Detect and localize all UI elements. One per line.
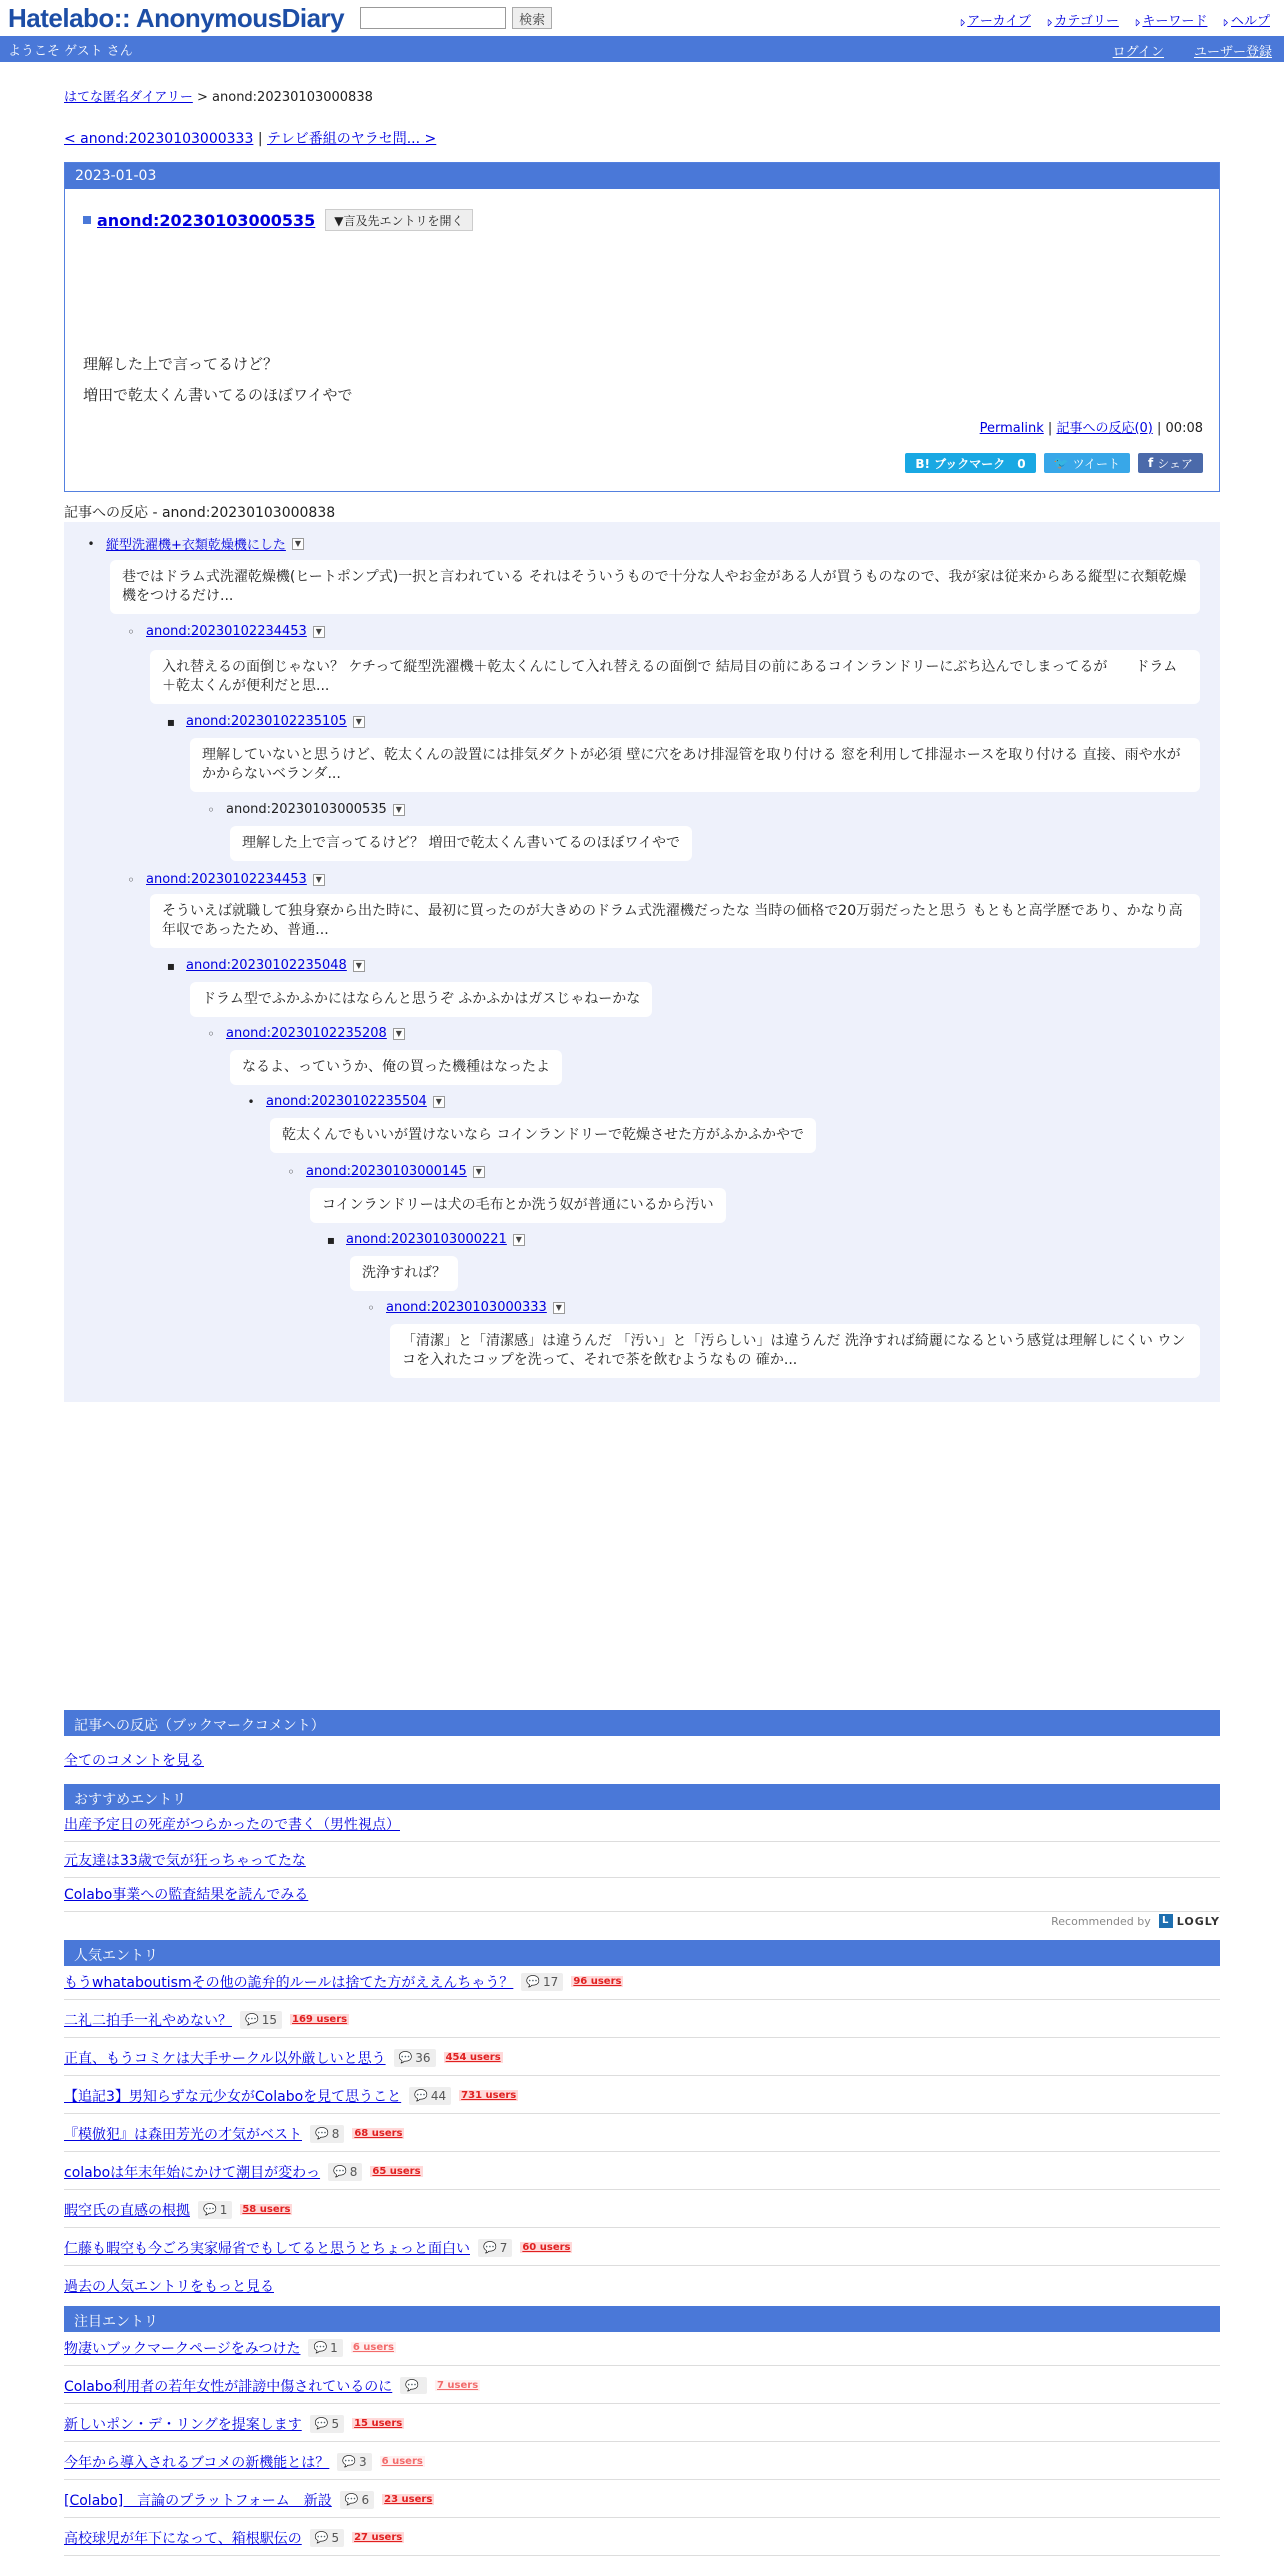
users-count-badge[interactable]: 68 users [354,2128,403,2139]
comment-icon: 💬 [414,2089,428,2102]
entry-time: | 00:08 [1157,421,1203,436]
popular-item-link[interactable]: 二礼二拍手一礼やめない？ [64,2012,232,2029]
hatena-bookmark-button[interactable]: B! ブックマーク 0 [905,453,1035,473]
tree-node-excerpt: 理解していないと思うけど、乾太くんの設置には排気ダクトが必須 壁に穴をあけ排湿管を取り付ける 窓を利用して排湿ホースを取り付ける 直接、雨や水がかからないベランダ... [190,738,1200,792]
breadcrumb-home-link[interactable]: はてな匿名ダイアリー [64,90,193,105]
nav-archive-link[interactable]: ⊿ アーカイブ [958,10,1031,29]
comment-icon: 💬 [483,2241,497,2254]
expand-dropdown-icon[interactable]: ▼ [292,538,304,550]
comment-icon: 💬 [314,2417,329,2430]
recommended-heading: おすすめエントリ [64,1784,1220,1810]
users-count-badge[interactable]: 96 users [573,1976,622,1987]
comment-count-badge[interactable] [478,2239,512,2257]
popular-item-link[interactable]: 暇空氏の直感の根拠 [64,2202,190,2219]
tree-node-link[interactable]: anond:20230102235048 [186,958,347,973]
breadcrumb-separator: > [196,90,208,105]
search-button[interactable]: 検索 [512,7,552,29]
tree-node-link[interactable]: anond:20230102235105 [186,714,347,729]
next-entry-link[interactable]: テレビ番組のヤラセ問... > [267,131,437,147]
tree-node [126,624,325,639]
comment-count-badge[interactable] [310,2415,344,2433]
tree-node [166,958,365,973]
bullet-icon: ▪ [166,714,176,729]
comment-count: 8 [331,2126,340,2141]
comment-count: 6 [361,2492,370,2507]
expand-dropdown-icon[interactable]: ▼ [313,626,325,638]
recommended-by-label: Recommended by [1051,1914,1151,1928]
bullet-icon: ◦ [207,1026,215,1041]
popular-item-link[interactable]: colaboは年末年始にかけて潮目が変わっ [64,2164,321,2181]
breadcrumb-current: anond:20230103000838 [212,90,373,105]
tree-node-excerpt: 巷ではドラム式洗濯乾燥機(ヒートポンプ式)一択と言われている それはそういうもので十分な人やお金がある人が買うものなので、我が家は従来からある縦型に衣類乾燥機をつけるだけ... [110,560,1200,614]
comment-count-badge[interactable] [394,2049,436,2067]
tree-node-link[interactable]: anond:20230103000145 [306,1164,467,1179]
search-input[interactable] [360,7,506,29]
comment-count-badge[interactable] [409,2087,451,2105]
recommended-item-link[interactable]: 元友達は33歳で気が狂っちゃってたな [64,1852,306,1869]
tree-node-excerpt: 理解した上で言ってるけど？ 増田で乾太くん書いてるのほぼワイやで [230,826,692,861]
entry-date: 2023-01-03 [65,163,1219,189]
recommended-item [64,1842,1220,1878]
expand-dropdown-icon[interactable]: ▼ [353,716,365,728]
tweet-label: ツイート [1072,456,1120,471]
comment-count: 36 [415,2050,431,2065]
expand-dropdown-icon[interactable]: ▼ [473,1166,485,1178]
popular-item [64,2116,1220,2152]
facebook-share-label: シェア [1157,456,1193,471]
comment-icon: 💬 [313,2341,328,2354]
comment-count-badge[interactable] [337,2453,371,2471]
tree-node-excerpt: 乾太くんでもいいが置けないなら コインランドリーで乾燥させた方がふかふかやで [270,1118,816,1153]
site-logo[interactable]: Hatelabo:: AnonymousDiary [8,2,345,33]
tree-node [166,714,365,729]
entry-box [64,162,1220,492]
users-count-badge[interactable]: 60 users [522,2242,571,2253]
comment-icon: 💬 [405,2379,419,2392]
comment-icon: 💬 [526,1975,541,1988]
bullet-icon: ◦ [287,1164,295,1179]
recommended-item [64,1876,1220,1912]
comment-count-badge[interactable] [521,1973,563,1991]
open-mention-button[interactable]: ▼言及先エントリを開く [325,209,472,231]
entry-body-line: 増田で乾太くん書いてるのほぼワイやで [83,386,353,404]
entry-title [83,209,473,231]
expand-dropdown-icon[interactable]: ▼ [393,804,405,816]
logly-icon: L [1159,1914,1173,1928]
hot-item [64,2368,1220,2404]
popular-item-link[interactable]: 仁藤も暇空も今ごろ実家帰省でもしてると思うとちょっと面白い [64,2240,470,2257]
users-count-badge[interactable]: 6 users [381,2456,423,2467]
entry-title-link[interactable]: anond:20230103000535 [97,210,316,230]
hot-item-link[interactable]: 今年から導入されるブコメの新機能とは？ [64,2454,330,2471]
expand-dropdown-icon[interactable]: ▼ [553,1302,565,1314]
popular-item [64,2230,1220,2266]
popular-item-link[interactable]: 『模倣犯』は森田芳光の才気がベスト [64,2126,302,2143]
users-count-badge[interactable]: 15 users [354,2418,403,2429]
hot-item [64,2482,1220,2518]
all-comments-link[interactable]: 全てのコメントを見る [64,1753,204,1769]
hot-item-link[interactable]: Colabo利用者の若年女性が誹謗中傷されているのに [64,2378,393,2395]
tree-node-excerpt: 「清潔」と「清潔感」は違うんだ 「汚い」と「汚らしい」は違うんだ 洗浄すれば綺麗になるという感覚は理解しにくい ウンコを入れたコップを洗って、それで茶を飲むようなもの 確か... [390,1324,1200,1378]
tree-node-excerpt: 入れ替えるの面倒じゃない？ ケチって縦型洗濯機＋乾太くんにして入れ替えるの面倒で 結局目の前にあるコインランドリーにぶち込んでしまってるが ドラム＋乾太くんが便利だと思... [150,650,1200,704]
popular-item-link[interactable]: 正直、もうコミケは大手サークル以外厳しいと思う [64,2050,386,2067]
comment-count-badge[interactable] [198,2201,232,2219]
tree-node-link[interactable]: anond:20230102234453 [146,872,307,887]
prev-next-separator: | [257,131,263,147]
prev-next-nav [64,128,436,148]
users-count-badge[interactable]: 7 users [436,2380,479,2391]
reactions-link[interactable]: 記事への反応(0) [1056,421,1153,436]
comment-icon: 💬 [342,2455,357,2468]
nav-help-link[interactable]: ⊿ ヘルプ [1221,10,1270,29]
nav-keyword-link[interactable]: ⊿ キーワード [1133,10,1208,29]
comment-count: 3 [359,2454,367,2469]
users-count-badge[interactable]: 6 users [352,2342,394,2353]
hot-heading: 注目エントリ [64,2306,1220,2332]
tweet-button[interactable] [1044,453,1130,473]
hot-item [64,2330,1220,2366]
recommended-by [64,1914,1220,1928]
users-count-badge[interactable]: 23 users [384,2494,433,2505]
comment-count-badge[interactable] [308,2339,342,2357]
comment-count-badge[interactable] [310,2529,344,2547]
expand-dropdown-icon[interactable]: ▼ [393,1028,405,1040]
bullet-icon: ▪ [166,958,176,973]
twitter-icon: 🐦 [1053,456,1069,470]
expand-dropdown-icon[interactable]: ▼ [313,874,325,886]
expand-dropdown-icon[interactable]: ▼ [513,1234,525,1246]
bullet-icon: • [247,1094,255,1109]
comment-count-badge[interactable] [240,2011,282,2029]
users-count-badge[interactable]: 731 users [461,2090,517,2101]
tree-node-excerpt: 洗浄すれば？ [350,1256,458,1291]
tree-node-link[interactable]: 縦型洗濯機+衣類乾燥機にした [106,538,286,553]
tree-node-excerpt: コインランドリーは犬の毛布とか洗う奴が普通にいるから汚い [310,1188,726,1223]
comment-count: 5 [331,2416,340,2431]
top-nav [958,10,1270,29]
welcome-text: ようこそ ゲスト さん [8,43,133,59]
expand-dropdown-icon[interactable]: ▼ [353,960,365,972]
popular-item [64,1964,1220,2000]
logly-brand: LOGLY [1176,1914,1220,1928]
comment-count: 17 [543,1974,559,1989]
register-link[interactable]: ユーザー登録 [1193,45,1272,60]
bullet-icon: ▪ [326,1232,336,1247]
comment-count-badge[interactable] [310,2125,344,2143]
breadcrumb [64,86,373,105]
bookmark-comments-heading: 記事への反応（ブックマークコメント） [64,1710,1220,1736]
tree-node [326,1232,525,1247]
comment-icon: 💬 [344,2493,359,2506]
user-bar [0,36,1284,62]
tree-node [206,802,405,817]
tree-node [286,1164,485,1179]
hot-item-link[interactable]: 高校球児が年下になって、箱根駅伝の [64,2530,302,2547]
facebook-share-button[interactable] [1138,453,1203,473]
more-popular-link[interactable]: 過去の人気エントリをもっと見る [64,2279,274,2295]
permalink-link[interactable]: Permalink [979,421,1044,436]
bullet-icon: • [87,536,95,551]
comment-count: 8 [349,2164,358,2179]
comment-count: 44 [430,2088,447,2103]
reactions-heading: 記事への反応 - anond:20230103000838 [64,502,1220,525]
recommended-item [64,1806,1220,1842]
all-comments-row [64,1742,1220,1778]
tree-node-link[interactable]: anond:20230102235208 [226,1026,387,1041]
entry-body-line: 理解した上で言ってるけど？ [83,355,279,373]
popular-item-link[interactable]: 【追記3】男知らずな元少女がColaboを見て思うこと [64,2088,402,2105]
comment-icon: 💬 [398,2051,413,2064]
tree-node [126,872,325,887]
comment-icon: 💬 [314,2531,329,2544]
tree-node [86,534,304,553]
tree-node-link[interactable]: anond:20230103000221 [346,1232,507,1247]
hot-item-link[interactable]: [Colabo] 言論のプラットフォーム 新設 [64,2492,332,2509]
comment-count: 15 [261,2012,277,2027]
recommended-item-link[interactable]: Colabo事業への監査結果を読んでみる [64,1886,309,1903]
popular-item [64,2192,1220,2228]
users-count-badge[interactable]: 65 users [372,2166,421,2177]
tree-node-link[interactable]: anond:20230102235504 [266,1094,427,1109]
reaction-tree [64,522,1220,1402]
comment-icon: 💬 [333,2165,347,2178]
bullet-icon: ◦ [367,1300,375,1315]
entry-footer [980,417,1203,436]
site-header [0,0,1284,36]
bullet-icon: ◦ [127,624,135,639]
comment-count: 1 [330,2340,338,2355]
comment-count-badge[interactable] [340,2491,374,2509]
popular-item [64,2078,1220,2114]
popular-heading: 人気エントリ [64,1940,1220,1966]
users-count-badge[interactable]: 454 users [445,2052,501,2063]
popular-item [64,2002,1220,2038]
hot-item-link[interactable]: 新しいポン・デ・リングを提案します [64,2416,302,2433]
users-count-badge[interactable]: 169 users [291,2014,348,2025]
hot-item [64,2406,1220,2442]
hot-item [64,2444,1220,2480]
facebook-icon: f [1148,456,1154,470]
tree-node-excerpt: なるよ、っていうか、俺の買った機種はなったよ [230,1050,562,1085]
comment-count: 7 [499,2240,508,2255]
popular-item-link[interactable]: もうwhataboutismその他の詭弁的ルールは捨てた方がええんちゃう？ [64,1974,514,1991]
comment-count-badge[interactable] [400,2377,427,2394]
expand-dropdown-icon[interactable]: ▼ [433,1096,445,1108]
share-buttons [905,453,1203,473]
users-count-badge[interactable]: 58 users [242,2204,291,2215]
popular-item [64,2040,1220,2076]
tree-node-excerpt: ドラム型でふかふかにはならんと思うぞ ふかふかはガスじゃねーかな [190,982,652,1017]
more-popular-row [64,2268,1220,2304]
tree-node [206,1026,405,1041]
comment-icon: 💬 [203,2203,217,2216]
tree-node [366,1300,565,1315]
users-count-badge[interactable]: 27 users [354,2532,403,2543]
logly-logo[interactable] [1159,1914,1220,1928]
comment-count: 5 [331,2530,340,2545]
square-bullet-icon [83,216,91,224]
comment-count-badge[interactable] [328,2163,362,2181]
tree-node-link[interactable]: anond:20230102234453 [146,624,307,639]
bullet-icon: ◦ [127,872,135,887]
prev-entry-link[interactable]: < anond:20230103000333 [64,131,254,147]
comment-count: 1 [219,2202,228,2217]
hot-item [64,2520,1220,2556]
hot-item-link[interactable]: 物凄いブックマークページをみつけた [64,2340,301,2357]
bullet-icon: ◦ [207,802,215,817]
tree-node-excerpt: そういえば就職して独身寮から出た時に、最初に買ったのが大きめのドラム式洗濯機だったな 当時の価格で20万弱だったと思う もともと高学歴であり、かなり高年収であったため、普通... [150,894,1200,948]
recommended-item-link[interactable]: 出産予定日の死産がつらかったので書く（男性視点） [64,1816,400,1833]
comment-icon: 💬 [315,2127,329,2140]
footer-separator: | [1047,421,1053,436]
nav-category-link[interactable]: ⊿ カテゴリー [1045,10,1119,29]
tree-node-title: anond:20230103000535 [226,802,387,817]
login-link[interactable]: ログイン [1112,45,1164,60]
comment-icon: 💬 [245,2013,259,2026]
tree-node-link[interactable]: anond:20230103000333 [386,1300,547,1315]
tree-node [246,1094,445,1109]
popular-item [64,2154,1220,2190]
